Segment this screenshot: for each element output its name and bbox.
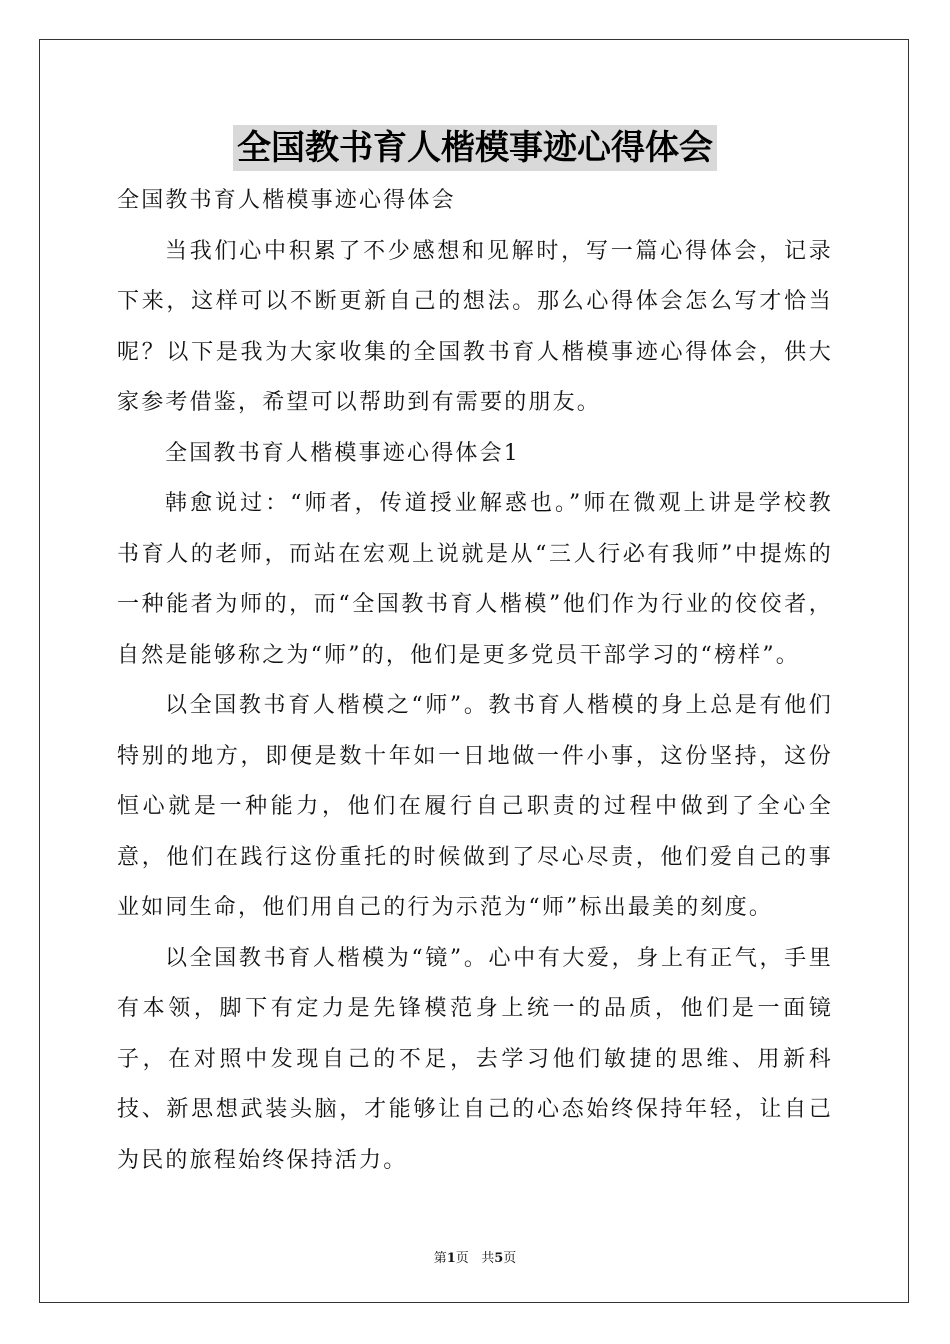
paragraph-3: 韩愈说过：“师者，传道授业解惑也。”师在微观上讲是学校教书育人的老师，而站在宏观上说就是从“三人行必有我师”中提炼的一种能者为师的，而“全国教书育人楷模”他们作为行业的佼佼者，自然是能够称之为“师”的，他们是更多党员干部学习的“榜样”。 (117, 491, 833, 668)
paragraph-0: 全国教书育人楷模事迹心得体会 (117, 188, 456, 213)
paragraph-5: 以全国教书育人楷模为“镜”。心中有大爱，身上有正气，手里有本领，脚下有定力是先锋模范身上统一的品质，他们是一面镜子，在对照中发现自己的不足，去学习他们敏捷的思维、用新科技、新思想武装头脑，才能够让自己的心态始终保持年轻，让自己为民的旅程始终保持活力。 (117, 945, 833, 1173)
paragraph-2: 全国教书育人楷模事迹心得体会1 (165, 440, 520, 466)
title-container (0, 125, 950, 171)
page-suffix: 页 (455, 1251, 469, 1266)
total-suffix: 页 (503, 1251, 517, 1266)
paragraph-1: 当我们心中积累了不少感想和见解时，写一篇心得体会，记录下来，这样可以不断更新自己的想法。那么心得体会怎么写才恰当呢？以下是我为大家收集的全国教书育人楷模事迹心得体会，供大家参考借鉴，希望可以帮助到有需要的朋友。 (117, 238, 833, 415)
document-body (117, 176, 833, 1186)
paragraph-4: 以全国教书育人楷模之“师”。教书育人楷模的身上总是有他们特别的地方，即便是数十年如一日地做一件小事，这份坚持，这份恒心就是一种能力，他们在履行自己职责的过程中做到了全心全意，他们在践行这份重托的时候做到了尽心尽责，他们爱自己的事业如同生命，他们用自己的行为示范为“师”标出最美的刻度。 (117, 693, 833, 920)
document-title: 全国教书育人楷模事迹心得体会 (233, 125, 717, 171)
page-footer (0, 1247, 950, 1266)
total-prefix: 共 (481, 1251, 495, 1266)
page-number: 1 (446, 1251, 456, 1266)
page-prefix: 第 (433, 1251, 447, 1266)
total-pages: 5 (494, 1251, 504, 1266)
